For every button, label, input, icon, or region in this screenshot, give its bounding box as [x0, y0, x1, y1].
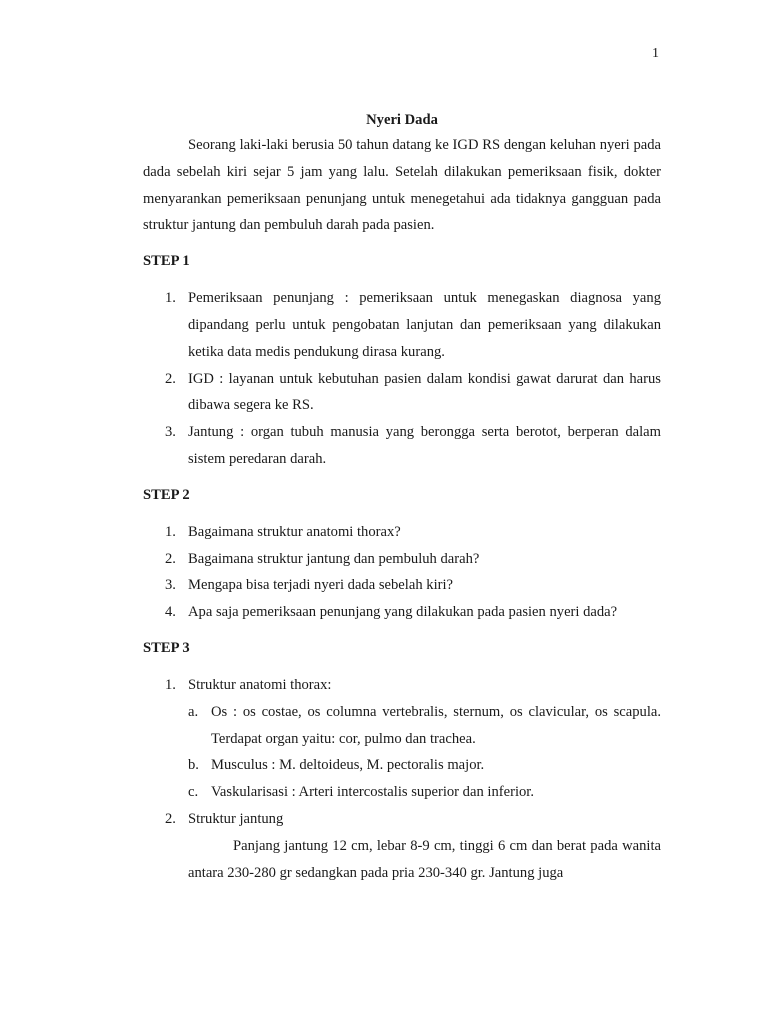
- list-item: [143, 599, 661, 626]
- sub-list-item: [188, 699, 661, 753]
- list-number: 3.: [165, 577, 176, 594]
- step-2-heading: STEP 2: [143, 486, 190, 503]
- list-number: 2.: [165, 370, 176, 387]
- list-number: 1.: [165, 290, 176, 307]
- intro-paragraph: Seorang laki-laki berusia 50 tahun datang ke IGD RS dengan keluhan nyeri pada dada sebelah kiri sejar 5 jam yang lalu. Setelah dilakukan pemeriksaan fisik, dokter menyarankan pemeriksaan penunjang untuk menegetahui ada tidaknya gangguan pada struktur jantung dan pembuluh darah pada pasien.: [143, 137, 661, 234]
- list-item-text: Struktur jantung: [188, 810, 284, 827]
- list-item-text: Apa saja pemeriksaan penunjang yang dilakukan pada pasien nyeri dada?: [188, 604, 618, 621]
- list-item: [143, 519, 661, 546]
- list-number: 2.: [165, 550, 176, 567]
- sub-list: [188, 699, 661, 806]
- list-item-text: Mengapa bisa terjadi nyeri dada sebelah kiri?: [188, 577, 454, 594]
- list-number: 3.: [165, 424, 176, 441]
- list-number: 1.: [165, 676, 176, 693]
- step-1-list: [143, 285, 661, 473]
- list-item-text: Bagaimana struktur anatomi thorax?: [188, 523, 401, 540]
- sub-list-text: Os : os costae, os columna vertebralis, sternum, os clavicular, os scapula. Terdapat organ yaitu: cor, pulmo dan trachea.: [211, 703, 661, 747]
- sub-list-item: [188, 779, 661, 806]
- sub-list-letter: b.: [188, 757, 199, 774]
- list-item: [143, 806, 661, 886]
- step-1-heading: STEP 1: [143, 253, 190, 270]
- document-title: Nyeri Dada: [366, 112, 438, 128]
- list-item-text: Pemeriksaan penunjang : pemeriksaan untuk menegaskan diagnosa yang dipandang perlu untuk pengobatan lanjutan dan pemeriksaan yang dilakukan ketika data medis pendukung dirasa kurang.: [188, 290, 661, 360]
- heart-structure-paragraph: Panjang jantung 12 cm, lebar 8-9 cm, tinggi 6 cm dan berat pada wanita antara 230-280 gr sedangkan pada pria 230-340 gr. Jantung juga: [188, 837, 661, 881]
- list-number: 2.: [165, 810, 176, 827]
- sub-list-text: Vaskularisasi : Arteri intercostalis superior dan inferior.: [211, 784, 535, 801]
- step-3-list: [143, 672, 661, 886]
- step-3-heading: STEP 3: [143, 639, 190, 656]
- list-item: [143, 366, 661, 420]
- list-item-text: IGD : layanan untuk kebutuhan pasien dalam kondisi gawat darurat dan harus dibawa segera ke RS.: [188, 370, 661, 414]
- list-item: [143, 572, 661, 599]
- list-number: 4.: [165, 604, 176, 621]
- list-number: 1.: [165, 523, 176, 540]
- list-item-text: Bagaimana struktur jantung dan pembuluh darah?: [188, 550, 480, 567]
- document-body: [143, 108, 661, 886]
- list-item-text: Jantung : organ tubuh manusia yang berongga serta berotot, berperan dalam sistem peredaran darah.: [188, 424, 661, 467]
- sub-list-letter: c.: [188, 784, 199, 801]
- step-2-list: [143, 519, 661, 626]
- list-item: [143, 546, 661, 573]
- list-item: [143, 285, 661, 365]
- page-number: 1: [652, 46, 659, 61]
- list-item-text: Struktur anatomi thorax:: [188, 676, 332, 693]
- sub-list-item: [188, 752, 661, 779]
- sub-list-text: Musculus : M. deltoideus, M. pectoralis major.: [211, 757, 485, 774]
- list-item: [143, 672, 661, 806]
- list-item: [143, 419, 661, 473]
- sub-list-letter: a.: [188, 703, 199, 720]
